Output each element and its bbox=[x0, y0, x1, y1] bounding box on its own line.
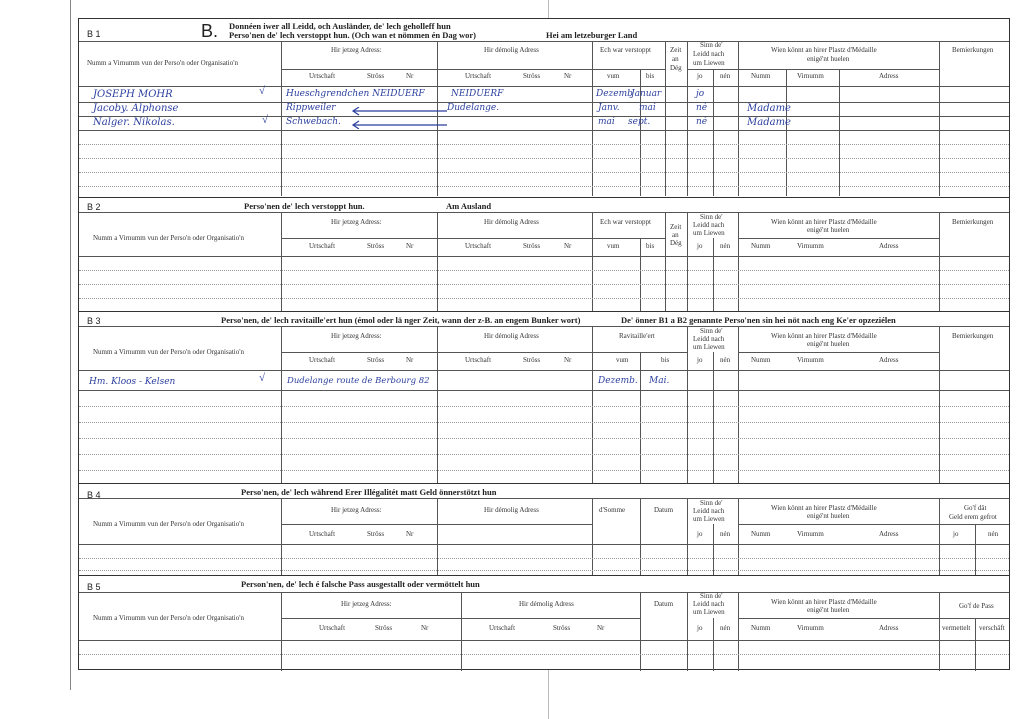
b1-row1-address: Hueschgrendchen NEIDUERF bbox=[286, 89, 425, 99]
b1-row3-to: sept. bbox=[628, 117, 651, 127]
section-title: Donnéen iwer all Leidd, och Ausländer, de' lech geholleff hun bbox=[229, 21, 451, 31]
b1-row2-medal: Madame bbox=[747, 103, 791, 114]
section-label: B 3 bbox=[87, 316, 101, 326]
check-mark-icon: √ bbox=[262, 114, 269, 126]
col-passport: Go'f de Pass bbox=[959, 602, 994, 610]
b1-row2-to: mai bbox=[639, 103, 656, 113]
form-sheet bbox=[78, 18, 1010, 670]
col-address-old: Hir démolig Adress bbox=[484, 506, 539, 514]
section-b2: B 2 Perso'nen de' lech verstoppt hun. Am Ausland Numm a Virnumm vun der Perso'n oder Organisatio'n Hir jetzeg Adress: Hir démolig Adress Ech war verstoppt Zeit an Dég Sinn de' Leidd nach um Liewen Wien könnt an hirer Plastz d'Médaille enigé'nt huelen Bemierkungen Urtschaft Ströss Nr Urtschaft Ströss Nr vum bis jo nén Numm Virnumm Adress bbox=[79, 197, 1009, 311]
b3-row1-name: Hm. Kloos - Kelsen bbox=[89, 377, 176, 387]
b1-row1-alive: jo bbox=[696, 89, 705, 99]
section-b5: B 5 Person'nen, de' lech é falsche Pass ausgestallt oder vermöttelt hun Numm a Virnumm vun der Perso'n oder Organisatio'n Hir jetzeg Adress: Hir démolig Adress Datum Sinn de' Leidd nach um Liewen Wien könnt an hirer Plastz d'Médaille enigé'nt huelen Go'f de Pass Urtschaft Ströss Nr Urtschaft Ströss Nr jo nén Numm Virnumm Adress vermettelt verschäft bbox=[79, 575, 1009, 670]
col-medal: Wien könnt an hirer Plastz d'Médaille bbox=[771, 332, 877, 340]
b1-row1-old-address: NEIDUERF bbox=[451, 89, 504, 99]
col-remarks: Bemierkungen bbox=[952, 332, 994, 340]
section-label: B 2 bbox=[87, 202, 101, 212]
col-name-header: Numm a Virnumm vun der Perso'n oder Organisatio'n bbox=[93, 348, 244, 356]
col-address-old: Hir démolig Adress bbox=[519, 600, 574, 608]
col-supplied: Ravitaille'ert bbox=[619, 332, 655, 340]
b3-row1-address: Dudelange route de Berbourg 82 bbox=[287, 376, 430, 386]
col-hidden: Ech war verstoppt bbox=[600, 218, 651, 226]
col-address-now: Hir jetzeg Adress: bbox=[331, 46, 382, 54]
arrow-icon bbox=[349, 107, 449, 129]
section-label: B 1 bbox=[87, 29, 101, 39]
col-address-now: Hir jetzeg Adress: bbox=[341, 600, 392, 608]
col-medal: Wien könnt an hirer Plastz d'Médaille bbox=[771, 504, 877, 512]
b1-row2-alive: né bbox=[696, 103, 708, 113]
section-b1: B 1 B. Donnéen iwer all Leidd, och Ausländer, de' lech geholleff hun Perso'nen de' lech verstoppt hun. (Och wan et nömmen én Dag wor) Hei am letzeburger Land Numm a Virnumm vun der Perso'n oder Organisatio'n Hir jetzeg Adress: Hir démolig Adress Ech war verstoppt Zeit an Dég Sinn de' Leidd nach um Liewen Wien könnt an hirer Plastz d'Médaille enigé'nt huelen Bemierkungen Urtschaft Ströss Nr Urtschaft Ströss Nr vum bis jo nén Numm Virnumm Adress JOSEPH MOHR Jacoby. Alphonse Nalger. Nikolas. √ √ Hueschgrendchen NEIDUERF Rippweiler Schwebach. NEIDUERF Dudelange. Dezemb Januar Janv. mai mai sept. jo né né Madame Madame bbox=[79, 19, 1009, 197]
col-remarks: Bemierkungen bbox=[952, 218, 994, 226]
col-address-old: Hir démolig Adress bbox=[484, 218, 539, 226]
col-alive: Sinn de' bbox=[700, 41, 723, 49]
b1-row2-from: Janv. bbox=[598, 103, 620, 113]
section-subtitle-location: Am Ausland bbox=[446, 201, 492, 211]
col-address-now: Hir jetzeg Adress: bbox=[331, 218, 382, 226]
b1-row3-address: Schwebach. bbox=[286, 117, 341, 127]
section-subtitle-location: Hei am letzeburger Land bbox=[546, 30, 638, 40]
b1-row3-from: mai bbox=[598, 117, 615, 127]
col-name-header: Numm a Virnumm vun der Perso'n oder Organisatio'n bbox=[93, 520, 244, 528]
col-time: Zeit bbox=[670, 46, 682, 54]
header-rule bbox=[79, 41, 1009, 42]
section-b4: B 4 Perso'nen, de' lech während Erer Illégalitét matt Geld önnerstötzt hun Numm a Virnumm vun der Perso'n oder Organisatio'n Hir jetzeg Adress: Hir démolig Adress d'Somme Datum Sinn de' Leidd nach um Liewen Wien könnt an hirer Plastz d'Médaille enigé'nt huelen Go'f dät Geld erem gefrot Urtschaft Ströss Nr jo nén Numm Virnumm Adress jo nén bbox=[79, 483, 1009, 575]
outer-page-edge bbox=[70, 0, 71, 690]
b1-row3-alive: né bbox=[696, 117, 708, 127]
section-title: Person'nen, de' lech é falsche Pass ausgestallt oder vermöttelt hun bbox=[241, 579, 480, 589]
b1-row2-address: Rippweiler bbox=[286, 103, 336, 113]
b1-row1-name: JOSEPH MOHR bbox=[93, 89, 173, 100]
col-name-header: Numm a Virnumm vun der Perso'n oder Organisatio'n bbox=[93, 614, 244, 622]
col-hidden: Ech war verstoppt bbox=[600, 46, 651, 54]
col-date: Datum bbox=[654, 600, 674, 608]
section-title: Perso'nen, de' lech ravitaille'ert hun (émol oder lä nger Zeit, wann der z-B. an engem Bunker wort) bbox=[221, 315, 581, 325]
col-medal: Wien könnt an hirer Plastz d'Médaille bbox=[771, 218, 877, 226]
header-rule bbox=[79, 86, 1009, 87]
section-title: Perso'nen de' lech verstoppt hun. bbox=[244, 201, 365, 211]
b1-row1-to: Januar bbox=[631, 89, 662, 99]
col-address-now: Hir jetzeg Adress: bbox=[331, 506, 382, 514]
b1-row2-old-address: Dudelange. bbox=[447, 103, 500, 113]
b1-row1-from: Dezemb bbox=[596, 89, 633, 99]
section-subtitle: De' önner B1 a B2 genannte Perso'nen sin hei nöt nach eng Ke'er opzeziélen bbox=[621, 315, 896, 325]
col-remarks: Bemierkungen bbox=[952, 46, 994, 54]
b3-row1-to: Mai. bbox=[649, 376, 670, 386]
col-address-old: Hir démolig Adress bbox=[484, 46, 539, 54]
b3-row1-from: Dezemb. bbox=[598, 376, 638, 386]
col-sum: d'Somme bbox=[599, 506, 626, 514]
section-letter: B. bbox=[201, 21, 219, 41]
check-mark-icon: √ bbox=[259, 372, 266, 384]
col-money-returned: Go'f dät bbox=[964, 504, 987, 512]
col-medal: Wien könnt an hirer Plastz d'Médaille bbox=[771, 46, 877, 54]
b1-row2-name: Jacoby. Alphonse bbox=[93, 103, 179, 114]
col-address-now: Hir jetzeg Adress: bbox=[331, 332, 382, 340]
b1-row3-name: Nalger. Nikolas. bbox=[93, 117, 175, 128]
col-date: Datum bbox=[654, 506, 674, 514]
col-address-old: Hir démolig Adress bbox=[484, 332, 539, 340]
col-name-header: Numm a Virnumm vun der Perso'n oder Organisatio'n bbox=[87, 59, 238, 67]
section-title: Perso'nen, de' lech während Erer Illégalitét matt Geld önnerstötzt hun bbox=[241, 487, 497, 497]
col-medal: Wien könnt an hirer Plastz d'Médaille bbox=[771, 598, 877, 606]
section-label: B 4 bbox=[87, 490, 101, 500]
check-mark-icon: √ bbox=[259, 85, 266, 97]
section-label: B 5 bbox=[87, 582, 101, 592]
b1-row3-medal: Madame bbox=[747, 117, 791, 128]
section-b3: B 3 Perso'nen, de' lech ravitaille'ert hun (émol oder lä nger Zeit, wann der z-B. an engem Bunker wort) De' önner B1 a B2 genannte Perso'nen sin hei nöt nach eng Ke'er opzeziélen Numm a Virnumm vun der Perso'n oder Organisatio'n Hir jetzeg Adress: Hir démolig Adress Ravitaille'ert Sinn de' Leidd nach um Liewen Wien könnt an hirer Plastz d'Médaille enigé'nt huelen Bemierkungen Urtschaft Ströss Nr Urtschaft Ströss Nr vum bis jo nén Numm Virnumm Adress Hm. Kloos - Kelsen √ Dudelange route de Berbourg 82 Dezemb. Mai. bbox=[79, 311, 1009, 483]
col-name-header: Numm a Virnumm vun der Perso'n oder Organisatio'n bbox=[93, 234, 244, 242]
section-subtitle: Perso'nen de' lech verstoppt hun. (Och wan et nömmen én Dag wor) bbox=[229, 30, 476, 40]
